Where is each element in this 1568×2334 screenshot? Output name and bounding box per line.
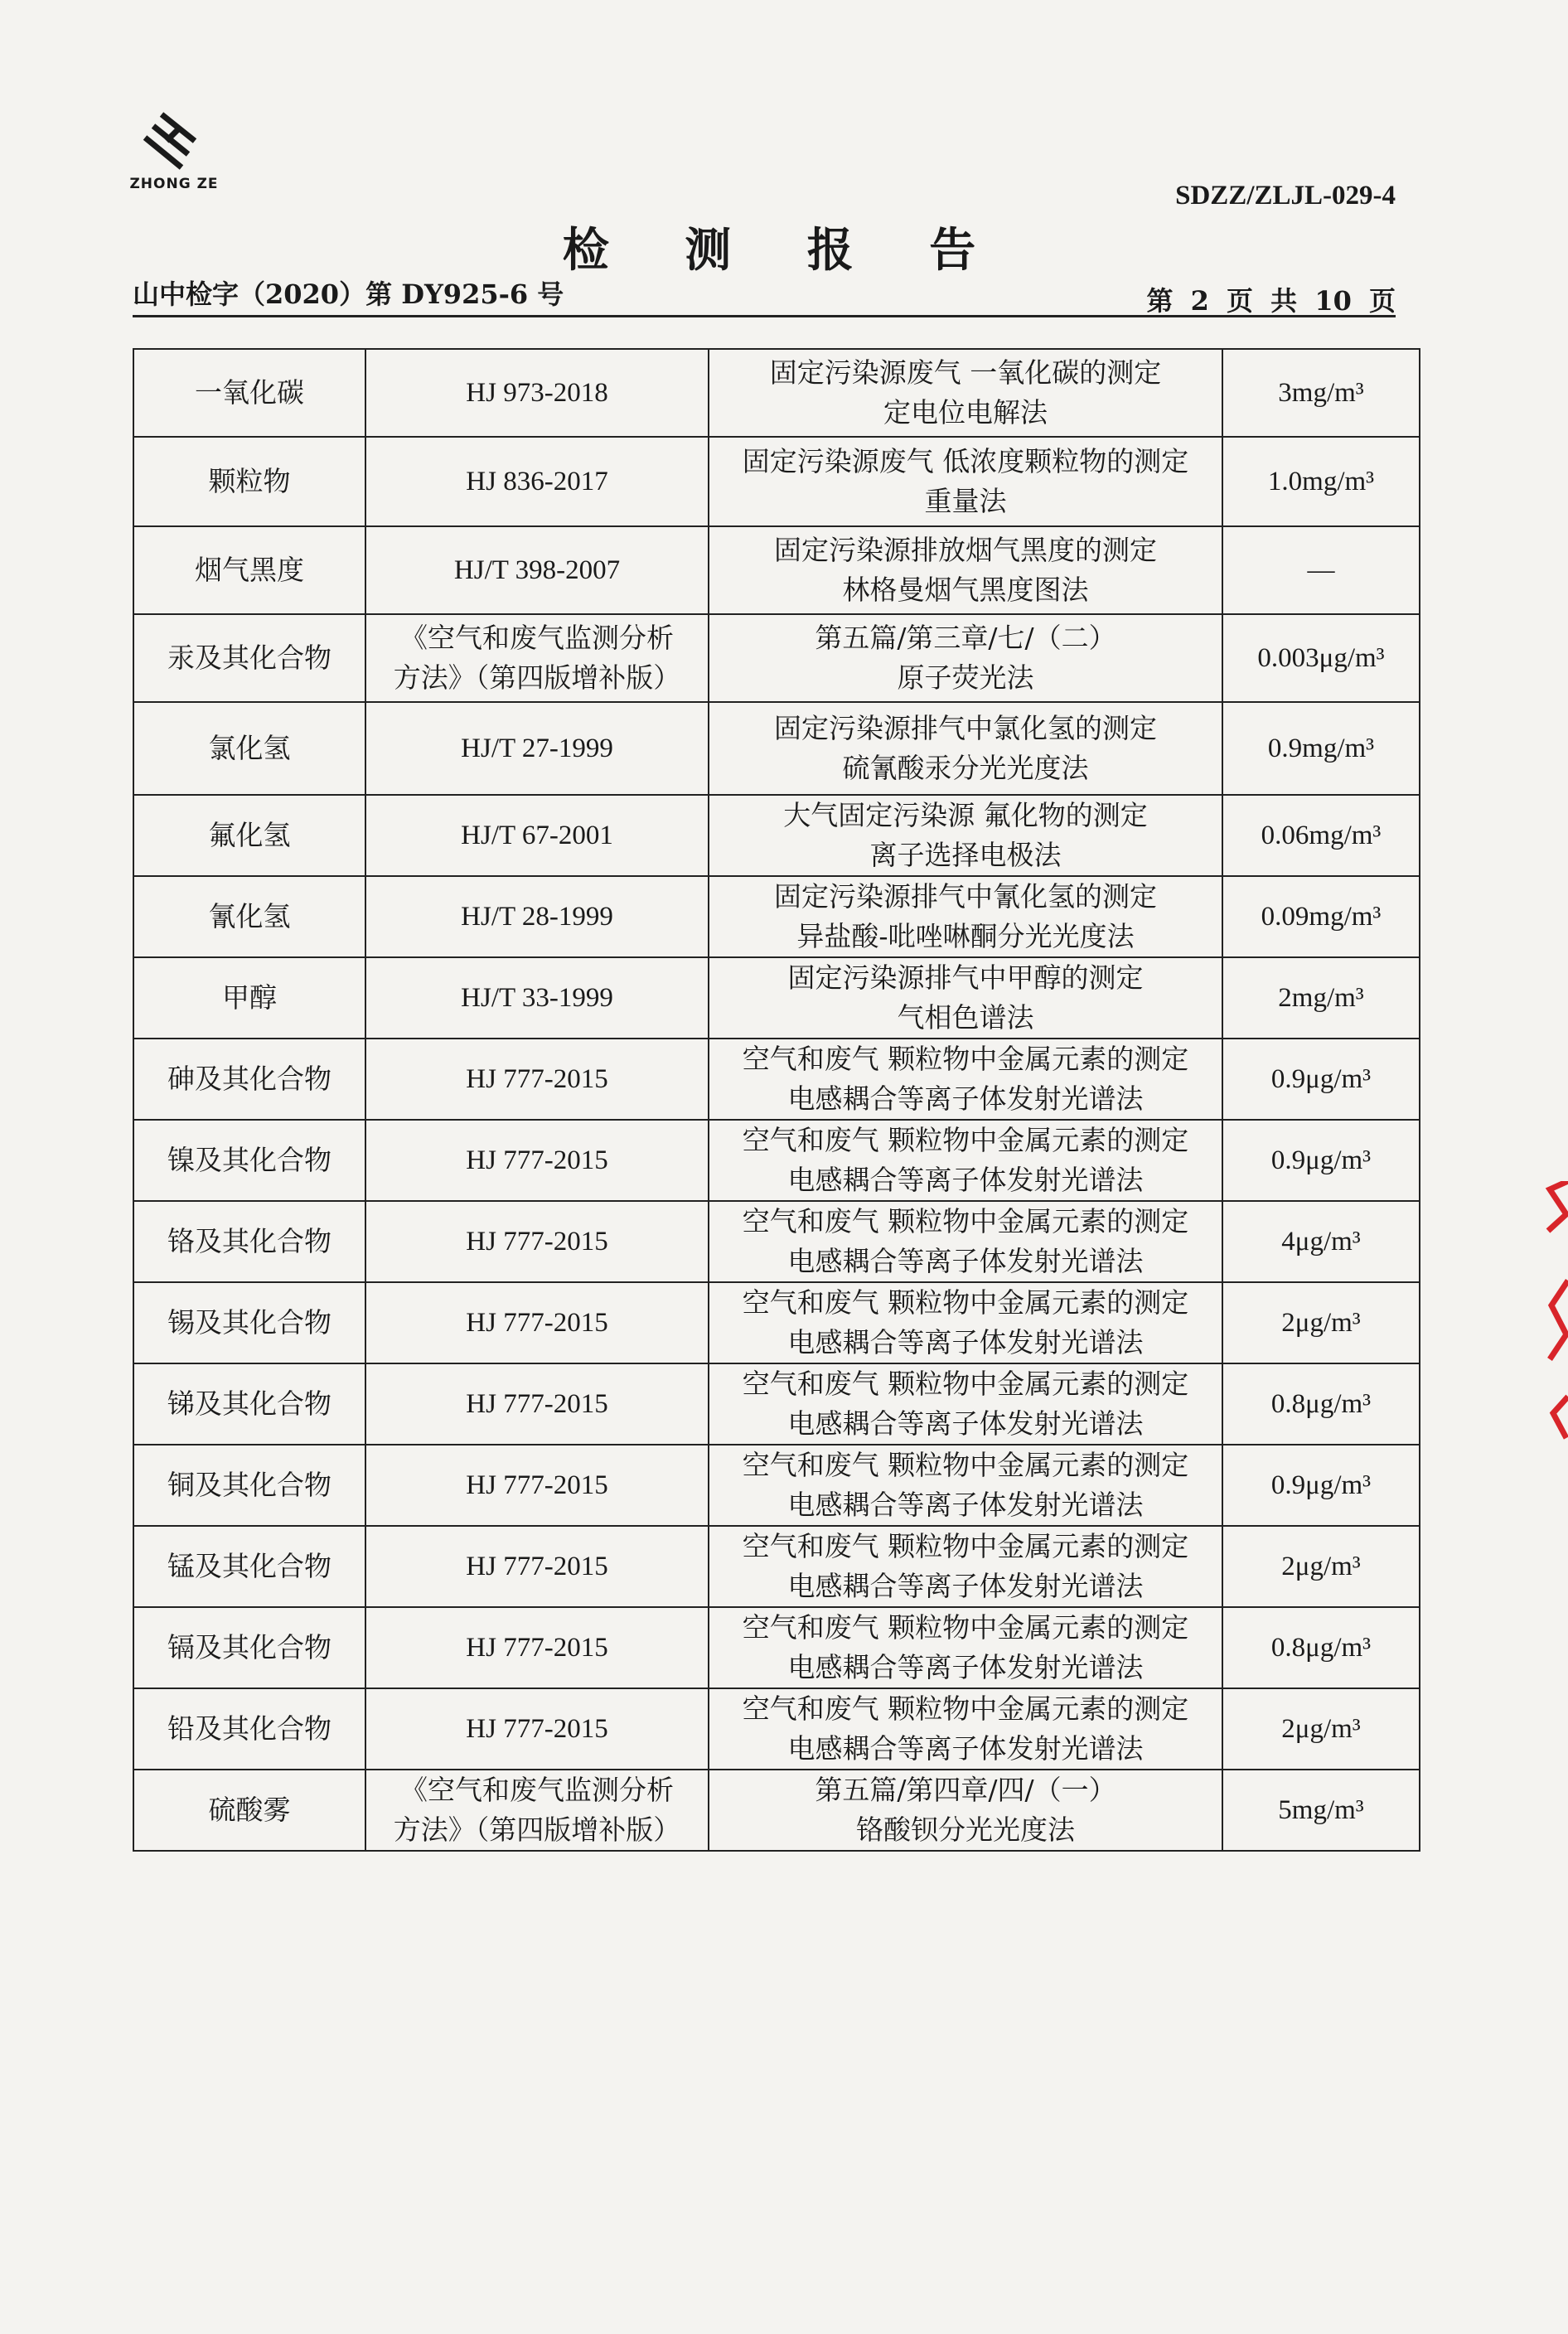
method-cell — [709, 876, 1222, 957]
detection-limit-cell: 0.8μg/m³ — [1222, 1363, 1420, 1445]
page-number: 第 2 页 共 10 页 — [1146, 285, 1396, 317]
method-line: 电感耦合等离子体发射光谱法 — [787, 1407, 1144, 1440]
standard-line: HJ 777-2015 — [466, 1064, 608, 1094]
table-row — [133, 1201, 1420, 1282]
method-cell — [709, 1120, 1222, 1201]
method-line: 空气和废气 颗粒物中金属元素的测定 — [742, 1286, 1189, 1319]
item-name-cell: 氰化氢 — [133, 876, 365, 957]
method-cell — [709, 437, 1222, 526]
detection-limit-cell: 2μg/m³ — [1222, 1526, 1420, 1607]
method-cell — [709, 702, 1222, 795]
detection-limit-cell: 0.09mg/m³ — [1222, 876, 1420, 957]
standard-line: HJ/T 67-2001 — [461, 821, 613, 850]
method-cell — [709, 1363, 1222, 1445]
item-name-cell: 铬及其化合物 — [133, 1201, 365, 1282]
detection-limit-cell: 1.0mg/m³ — [1222, 437, 1420, 526]
standard-cell — [365, 1039, 709, 1120]
table-row — [133, 702, 1420, 795]
standard-cell — [365, 1201, 709, 1282]
method-line: 固定污染源废气 低浓度颗粒物的测定 — [742, 445, 1189, 477]
table-row — [133, 1607, 1420, 1688]
method-line: 空气和废气 颗粒物中金属元素的测定 — [742, 1205, 1189, 1237]
method-line: 电感耦合等离子体发射光谱法 — [787, 1651, 1144, 1683]
method-cell — [709, 1445, 1222, 1526]
standard-line: HJ 777-2015 — [466, 1389, 608, 1419]
item-name-cell: 氯化氢 — [133, 702, 365, 795]
table-row — [133, 349, 1420, 437]
method-line: 固定污染源排气中氰化氢的测定 — [774, 880, 1157, 913]
standard-cell — [365, 957, 709, 1039]
item-name-cell: 甲醇 — [133, 957, 365, 1039]
table-row — [133, 1282, 1420, 1363]
method-cell — [709, 795, 1222, 876]
method-line: 空气和废气 颗粒物中金属元素的测定 — [742, 1449, 1189, 1481]
detection-limit-cell: — — [1222, 526, 1420, 614]
method-cell — [709, 1282, 1222, 1363]
detection-limit-cell: 2μg/m³ — [1222, 1282, 1420, 1363]
standard-cell — [365, 1445, 709, 1526]
standard-line: HJ 777-2015 — [466, 1308, 608, 1338]
method-line: 固定污染源废气 一氧化碳的测定 — [769, 356, 1162, 389]
method-line: 固定污染源排气中氯化氢的测定 — [774, 712, 1157, 744]
item-name-cell: 锑及其化合物 — [133, 1363, 365, 1445]
detection-limit-cell: 0.9μg/m³ — [1222, 1120, 1420, 1201]
method-line: 空气和废气 颗粒物中金属元素的测定 — [742, 1043, 1189, 1075]
method-line: 电感耦合等离子体发射光谱法 — [787, 1245, 1144, 1277]
detection-limit-cell: 0.06mg/m³ — [1222, 795, 1420, 876]
detection-limit-cell: 2μg/m³ — [1222, 1688, 1420, 1770]
method-line: 固定污染源排气中甲醇的测定 — [787, 961, 1144, 994]
standard-line: HJ/T 28-1999 — [461, 902, 613, 932]
item-name-cell: 汞及其化合物 — [133, 614, 365, 702]
detection-limit-cell: 5mg/m³ — [1222, 1770, 1420, 1851]
standard-cell — [365, 1120, 709, 1201]
method-line: 空气和废气 颗粒物中金属元素的测定 — [742, 1368, 1189, 1400]
standard-cell — [365, 1688, 709, 1770]
method-line: 异盐酸-吡唑啉酮分光光度法 — [796, 920, 1135, 952]
item-name-cell: 颗粒物 — [133, 437, 365, 526]
method-line: 电感耦合等离子体发射光谱法 — [787, 1164, 1144, 1196]
standard-cell — [365, 876, 709, 957]
standard-cell — [365, 795, 709, 876]
table-row — [133, 1770, 1420, 1851]
method-line: 第五篇/第四章/四/（一） — [815, 1774, 1116, 1806]
standard-line: HJ 836-2017 — [466, 467, 608, 496]
method-table — [133, 348, 1420, 1852]
method-cell — [709, 1688, 1222, 1770]
method-line: 电感耦合等离子体发射光谱法 — [787, 1732, 1144, 1765]
standard-line: HJ 777-2015 — [466, 1552, 608, 1581]
detection-limit-cell: 2mg/m³ — [1222, 957, 1420, 1039]
standard-cell — [365, 614, 709, 702]
detection-limit-cell: 0.9μg/m³ — [1222, 1445, 1420, 1526]
item-name-cell: 砷及其化合物 — [133, 1039, 365, 1120]
method-cell — [709, 1607, 1222, 1688]
detection-limit-cell: 0.8μg/m³ — [1222, 1607, 1420, 1688]
item-name-cell: 硫酸雾 — [133, 1770, 365, 1851]
method-cell — [709, 614, 1222, 702]
table-row — [133, 437, 1420, 526]
standard-line: HJ/T 398-2007 — [453, 555, 621, 585]
standard-cell — [365, 1282, 709, 1363]
method-line: 气相色谱法 — [897, 1001, 1034, 1034]
company-logo — [124, 108, 224, 192]
method-line: 重量法 — [924, 485, 1007, 517]
method-line: 硫氰酸汞分光光度法 — [842, 752, 1089, 784]
detection-limit-cell: 4μg/m³ — [1222, 1201, 1420, 1282]
method-line: 原子荧光法 — [897, 661, 1034, 694]
standard-cell — [365, 1526, 709, 1607]
table-row — [133, 795, 1420, 876]
table-row — [133, 614, 1420, 702]
method-line: 固定污染源排放烟气黑度的测定 — [774, 534, 1157, 566]
method-cell — [709, 957, 1222, 1039]
standard-line: HJ/T 33-1999 — [461, 983, 613, 1013]
logo-stripes-icon — [137, 108, 211, 174]
standard-line: HJ/T 27-1999 — [461, 734, 613, 763]
table-row — [133, 957, 1420, 1039]
method-line: 林格曼烟气黑度图法 — [842, 574, 1089, 606]
standard-cell — [365, 1770, 709, 1851]
report-title: 检 测 报 告 — [562, 223, 1006, 278]
method-line: 空气和废气 颗粒物中金属元素的测定 — [742, 1124, 1189, 1156]
method-line: 电感耦合等离子体发射光谱法 — [787, 1489, 1144, 1521]
method-cell — [709, 1526, 1222, 1607]
table-row — [133, 526, 1420, 614]
standard-cell — [365, 1607, 709, 1688]
method-line: 铬酸钡分光光度法 — [856, 1813, 1075, 1846]
standard-cell — [365, 526, 709, 614]
method-line: 空气和废气 颗粒物中金属元素的测定 — [742, 1611, 1189, 1644]
table-row — [133, 876, 1420, 957]
detection-limit-cell: 0.9μg/m³ — [1222, 1039, 1420, 1120]
standard-cell — [365, 437, 709, 526]
standard-line: 《空气和废气监测分析 — [400, 1774, 674, 1806]
standard-line: HJ 777-2015 — [466, 1633, 608, 1663]
method-line: 电感耦合等离子体发射光谱法 — [787, 1570, 1144, 1602]
standard-line: 方法》（第四版增补版） — [393, 661, 681, 694]
item-name-cell: 锡及其化合物 — [133, 1282, 365, 1363]
table-row — [133, 1039, 1420, 1120]
method-line: 离子选择电极法 — [869, 839, 1062, 871]
standard-line: HJ 973-2018 — [466, 378, 608, 408]
red-stamp-fragment-icon — [1541, 1181, 1568, 1446]
table-row — [133, 1445, 1420, 1526]
item-name-cell: 氟化氢 — [133, 795, 365, 876]
method-line: 空气和废气 颗粒物中金属元素的测定 — [742, 1692, 1189, 1725]
standard-line: HJ 777-2015 — [466, 1714, 608, 1744]
table-row — [133, 1688, 1420, 1770]
method-cell — [709, 1201, 1222, 1282]
table-row — [133, 1363, 1420, 1445]
detection-limit-cell: 0.9mg/m³ — [1222, 702, 1420, 795]
method-cell — [709, 526, 1222, 614]
method-cell — [709, 349, 1222, 437]
method-line: 第五篇/第三章/七/（二） — [815, 622, 1116, 654]
method-line: 大气固定污染源 氟化物的测定 — [783, 799, 1148, 831]
item-name-cell: 镍及其化合物 — [133, 1120, 365, 1201]
item-name-cell: 烟气黑度 — [133, 526, 365, 614]
header-rule — [133, 315, 1396, 317]
standard-cell — [365, 1363, 709, 1445]
method-line: 空气和废气 颗粒物中金属元素的测定 — [742, 1530, 1189, 1562]
method-line: 定电位电解法 — [883, 396, 1048, 429]
method-cell — [709, 1770, 1222, 1851]
standard-line: HJ 777-2015 — [466, 1470, 608, 1500]
detection-limit-cell: 3mg/m³ — [1222, 349, 1420, 437]
logo-text: ZHONG ZE — [129, 176, 219, 192]
standard-cell — [365, 349, 709, 437]
detection-limit-cell: 0.003μg/m³ — [1222, 614, 1420, 702]
item-name-cell: 镉及其化合物 — [133, 1607, 365, 1688]
standard-line: 《空气和废气监测分析 — [400, 622, 674, 654]
standard-line: HJ 777-2015 — [466, 1227, 608, 1257]
method-cell — [709, 1039, 1222, 1120]
standard-cell — [365, 702, 709, 795]
table-row — [133, 1120, 1420, 1201]
table-row — [133, 1526, 1420, 1607]
item-name-cell: 锰及其化合物 — [133, 1526, 365, 1607]
standard-line: HJ 777-2015 — [466, 1145, 608, 1175]
method-line: 电感耦合等离子体发射光谱法 — [787, 1082, 1144, 1115]
standard-line: 方法》（第四版增补版） — [393, 1813, 681, 1846]
method-line: 电感耦合等离子体发射光谱法 — [787, 1326, 1144, 1358]
report-number: 山中检字（2020）第 DY925-6 号 — [133, 278, 564, 310]
form-code: SDZZ/ZLJL-029-4 — [1175, 181, 1396, 211]
item-name-cell: 铅及其化合物 — [133, 1688, 365, 1770]
item-name-cell: 铜及其化合物 — [133, 1445, 365, 1526]
item-name-cell: 一氧化碳 — [133, 349, 365, 437]
